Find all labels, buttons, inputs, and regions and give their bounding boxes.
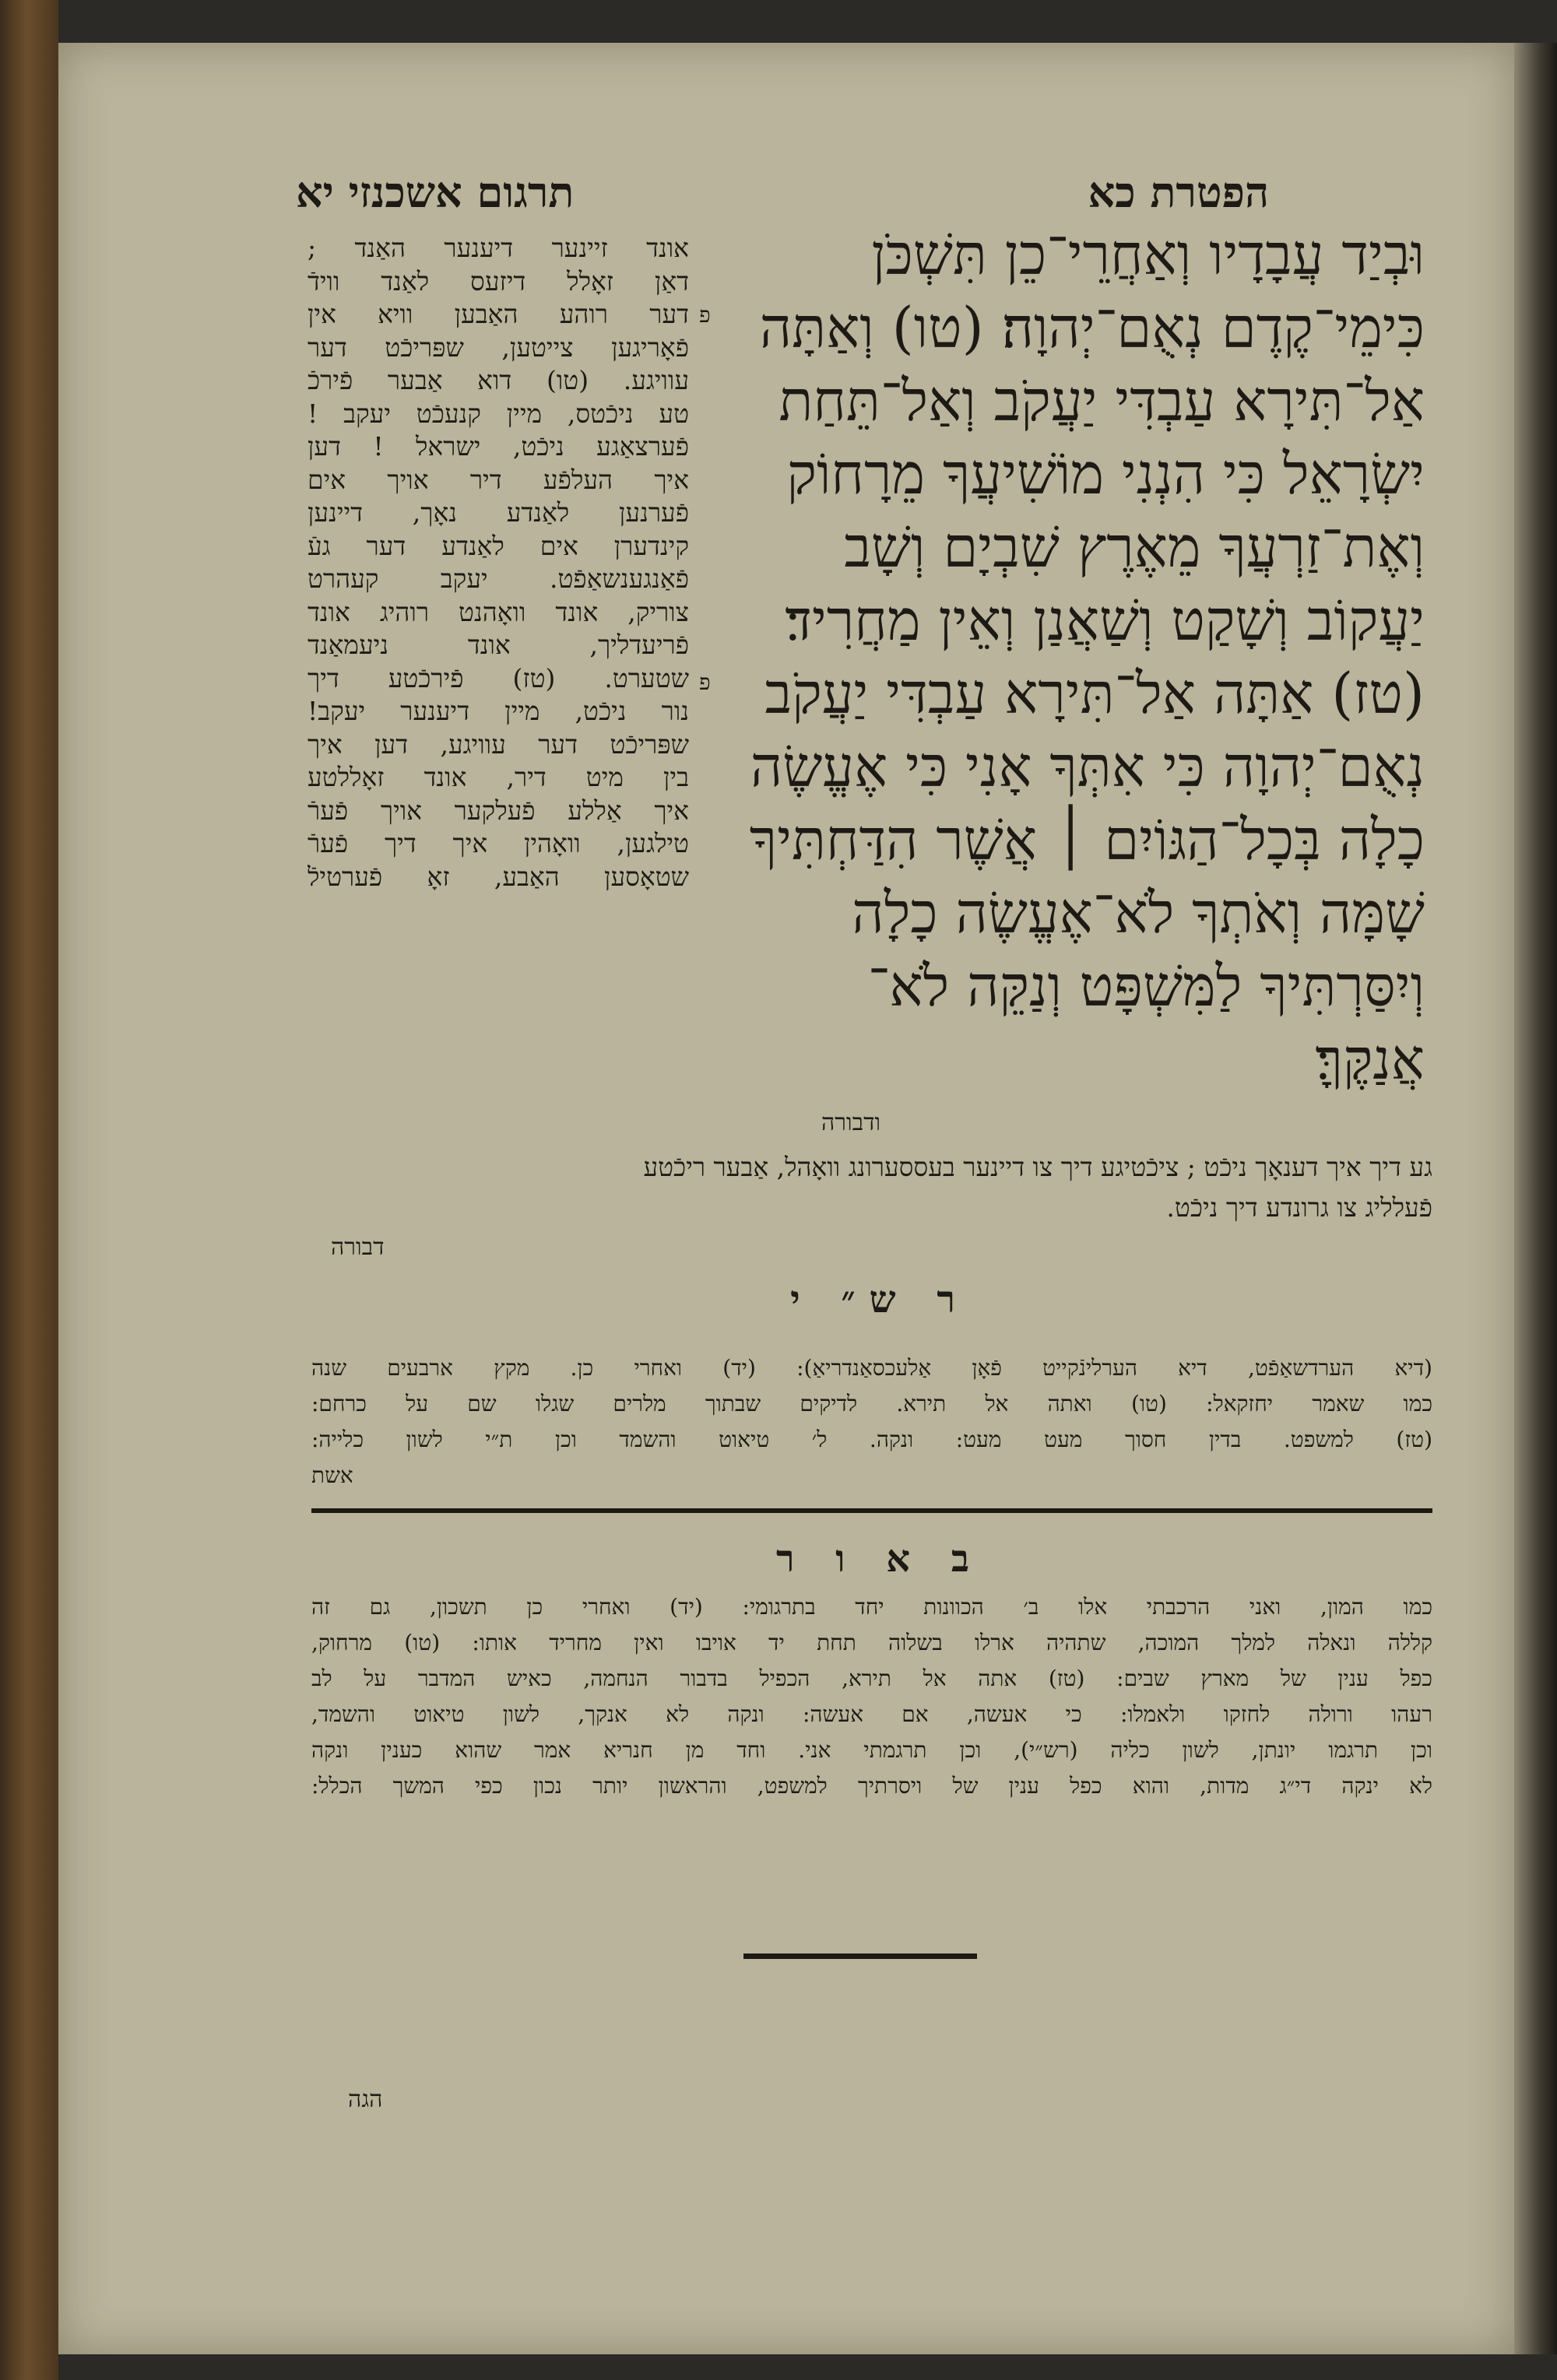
hebrew-text-column [724,218,1425,1096]
page-gutter [1514,43,1557,2354]
rashi-line: כמו שאמר יחזקאל: (טו) ואתה אל תירא. לדיקים שבתוך מלרים שגלו שם על כרחם: [311,1391,1432,1416]
hebrew-text-line: וּבְיַד עֲבָדָיו וְאַחֲרֵי־כֵן תִּשְׁכֹּן [871,222,1425,287]
targum-line: פֿערצאַגע ניכֿט, ישראל ! דען [308,431,689,462]
catchword-targum: דבורה [331,1234,385,1261]
targum-line: שטערט. (טז) פֿירכֿטע דיך [308,662,689,693]
hebrew-text-line: כִּימֵי־קֶדֶם נְאֻם־יְהוָה׃ (טו) וְאַתָּה [759,295,1425,360]
rashi-commentary [311,1350,1432,1494]
rashi-line: (טז) למשפט. בדין חסוך מעט מעט: ונקה. ל׳ טיאוט והשמד וכן ת״י לשון כלייה: [311,1427,1432,1452]
targum-line: פֿאַנגענשאַפֿט. יעקב קעהרט [308,563,689,594]
targum-line: טילגען, וואָהין איך דיך פֿערֿ [308,828,689,858]
targum-column [308,232,689,893]
biur-line: קללה ונאלה למלך המוכה, שתהיה ארלו בשלוה תחת יד אויבו ואין מחריד אותו: (טו) מרחוק, [311,1630,1432,1655]
targum-line: נור ניכֿט, מיין דיענער יעקב! [308,696,689,726]
margin-mark: פ [699,669,711,695]
catchword-main: ודבורה [821,1109,881,1136]
biur-line: לא ינקה די״ג מדות, והוא כפל ענין של ויסרתיך למשפט, והראשון יותר נכון כפי המשך הכלל: [311,1773,1432,1799]
targum-line: איך העלפֿע דיר אויך אים [308,464,689,495]
targum-line: צוריק, אונד וואָהנט רוהיג אונד [308,596,689,627]
targum-line: שפּריכֿט דער עוויגע, דען איך [308,728,689,760]
targum-continuation-line: פֿעלליג צו גרונדע דיך ניכֿט. [1166,1192,1432,1223]
targum-continuation-line: גע דיך איך דענאָך ניכֿט ; ציכֿטיגע דיך צו דיינער בעססערונג וואָהל, אַבער ריכֿטע [643,1152,1432,1182]
biur-commentary [311,1589,1432,1804]
hebrew-text-line: אֲנַקֶּךָּ׃ [1315,1027,1425,1092]
rashi-line: (דיא הערדשאַפֿט, דיא הערלינֿקייט פֿאָן אַלעכסאַנדריאַ): (יד) ואחרי כן. מקץ ארבעים שנה [311,1355,1432,1381]
biur-line: כפל ענין של מארץ שבים: (טז) אתה אל תירא, הכפיל בדבור הנחמה, כאיש המדבר על לב [311,1666,1432,1691]
section-divider [311,1508,1432,1513]
biur-line: רעהו ורולה לחזקו ולאמלו: כי אעשה, אם אעשה: ונקה לא אנקך, לשון טיאוט והשמד, [311,1701,1432,1727]
hebrew-text-line: וְיִסַּרְתִּיךָ לַמִּשְׁפָּט וְנַקֵּה לֹא־ [867,953,1425,1019]
targum-line: איך אַללע פֿעלקער אויך פֿערֿ [308,795,689,826]
hebrew-text-line: יַעֲקוֹב וְשָׁקַט וְשַׁאֲנַן וְאֵין מַחֲרִיד׃ [785,588,1425,653]
targum-line: פֿערנען לאַנדע נאָך, דיינען [308,497,689,528]
book-edge [0,0,58,2380]
targum-line: פֿריעדליך, אונד ניעמאַנד [308,630,689,660]
targum-line: קינדערן אים לאַנדע דער געֿ [308,530,689,561]
hebrew-text-line: שָׁמָּה וְאֹתְךָ לֹא־אֶעֱשֶׂה כָלָה [852,880,1425,946]
hebrew-text-line: יִשְׂרָאֵל כִּי הִנְנִי מוֹשִׁיעֲךָ מֵרָחוֹק [786,441,1425,507]
targum-line: שטאָסען האַבע, זאָ פֿערטילֿ [308,861,689,892]
targum-line: דאַן זאָלל דיזעס לאַנד ווידֿ [308,265,689,297]
hebrew-text-line: (טז) אַתָּה אַל־תִּירָא עַבְדִּי יַעֲקֹב [764,661,1425,726]
biur-line: כמו המון, ואני הרכבתי אלו ב׳ הכוונות יחד בתרגומי: (יד) ואחרי כן תשכון, גם זה [311,1594,1432,1620]
running-header-haftara: הפטרת כא [1088,167,1269,217]
hebrew-text-line: וְאֶת־זַרְעֲךָ מֵאֶרֶץ שִׁבְיָם וְשָׁב [844,514,1425,580]
targum-line: עוויגע. (טו) דוא אַבער פֿירכֿ [308,365,689,395]
targum-line: טע ניכֿטס, מיין קנעכֿט יעקב ! [308,398,689,429]
running-header-targum: תרגום אשכנזי יא [296,167,575,217]
end-rule [743,1953,977,1959]
hebrew-text-line: נְאֻם־יְהוָה כִּי אִתְּךָ אָנִי כִּי אֶעֱשֶׂה [750,734,1425,799]
targum-line: דער רוהע האַבען וויא אין [308,299,689,329]
targum-line: פֿאָריגען צייטען, שפּריכֿט דער [308,332,689,363]
targum-line: בין מיט דיר, אונד זאָללטע [308,762,689,792]
rashi-heading: ר ש״ י [790,1278,969,1322]
biur-line: וכן תרגמו יונתן, לשון כליה (רש״י), וכן תרגמתי אני. וחד מן חנריא אמר שהוא כענין ונקה [311,1737,1432,1763]
biur-heading: ב א ו ר [776,1537,983,1581]
targum-line: אונד זיינער דיענער האַנד ; [308,233,689,263]
rashi-catchword: אשת [311,1462,353,1488]
signature-mark: הגה [348,2086,383,2113]
hebrew-text-line: כָלָה בְּכָל־הַגּוֹיִם ׀ אֲשֶׁר הִדַּחְתִּיךָ [749,807,1425,872]
hebrew-text-line: אַל־תִּירָא עַבְדִּי יַעֲקֹב וְאַל־תֵּחַת [778,368,1425,434]
margin-mark: פ [699,302,711,328]
